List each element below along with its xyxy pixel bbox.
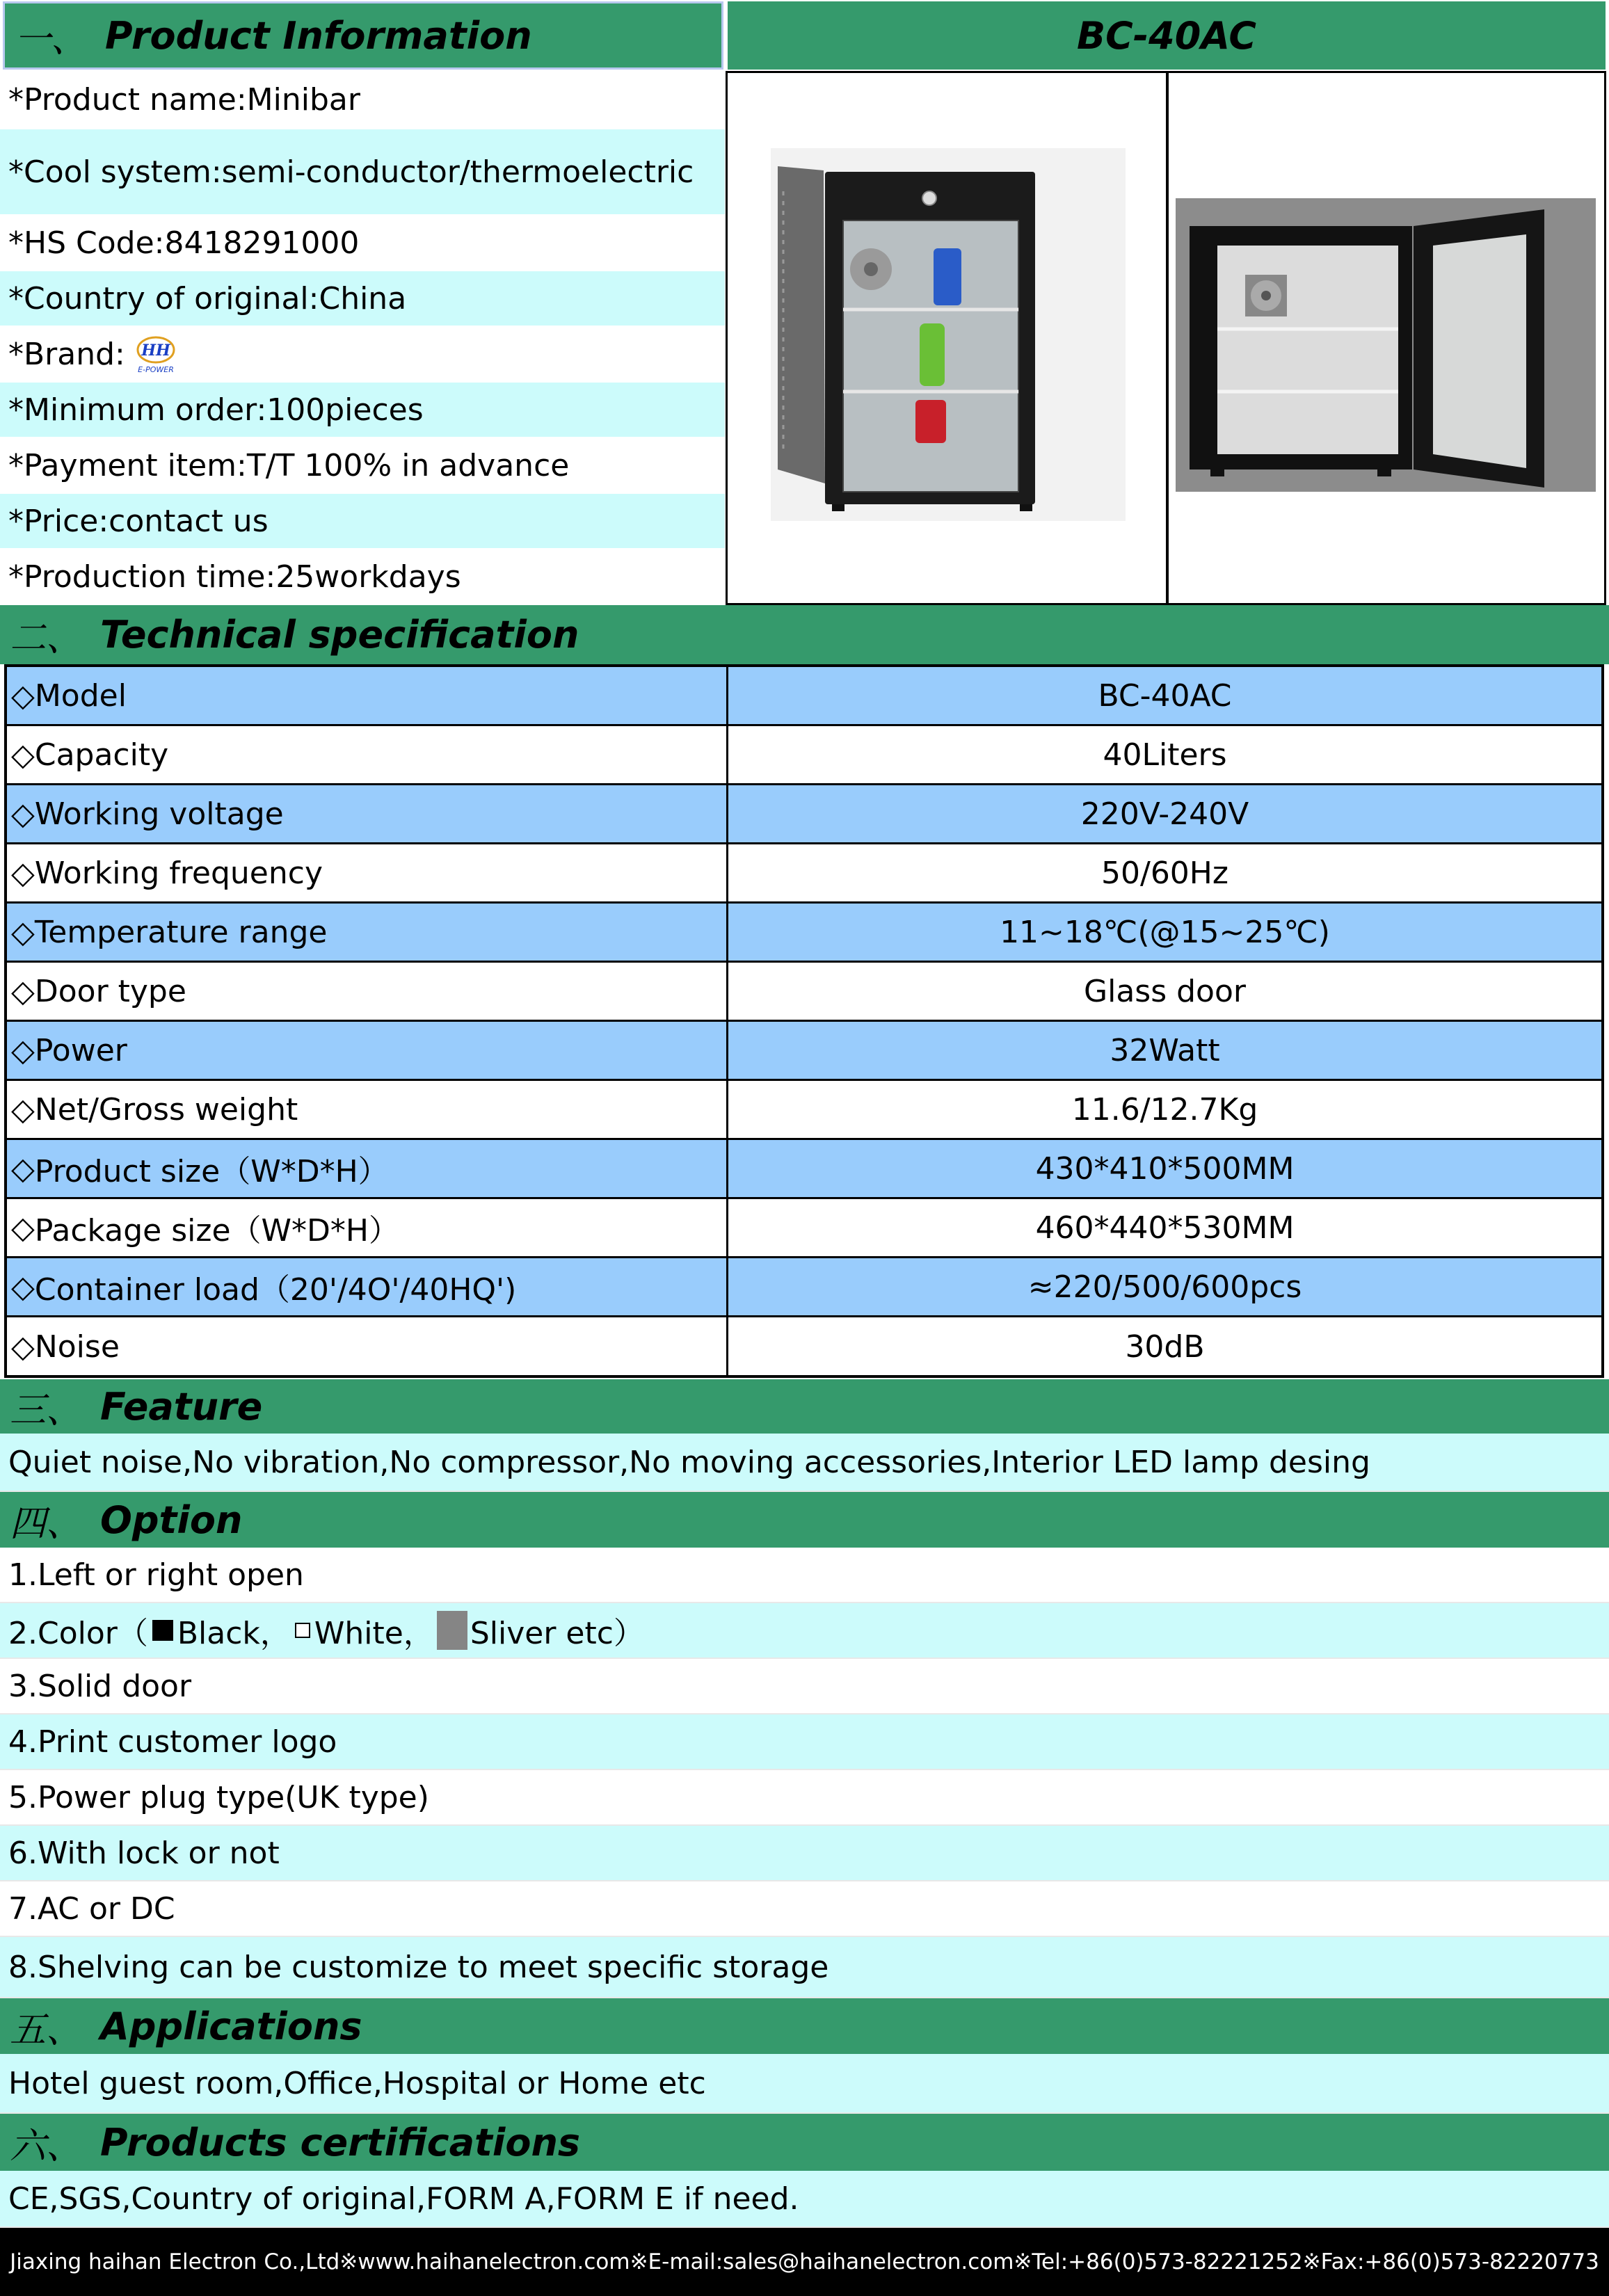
- section-number: 五、: [10, 2009, 83, 2051]
- section-header-certifications: [0, 2114, 1609, 2171]
- info-row-payment: *Payment item:T/T 100% in advance: [0, 438, 725, 494]
- info-row-hs-code: *HS Code:8418291000: [0, 216, 725, 271]
- spec-value: 430*410*500MM: [1035, 1150, 1295, 1187]
- section-title: Feature: [100, 1384, 263, 1429]
- spec-value: 40Liters: [1103, 737, 1227, 773]
- info-row-price: *Price:contact us: [0, 494, 725, 549]
- spec-label: Temperature range: [34, 914, 328, 950]
- info-row-product-name: *Product name:Minibar: [0, 71, 725, 129]
- spec-table: [4, 664, 1604, 1378]
- brand-logo: [132, 333, 188, 375]
- info-row-min-order: *Minimum order:100pieces: [0, 383, 725, 438]
- spec-row: ◇ Net/Gross weight 11.6/12.7Kg: [7, 1081, 1601, 1140]
- info-row-cool-system: *Cool system:semi-conductor/thermoelectric: [0, 129, 725, 216]
- option-item: 4.Print customer logo: [0, 1715, 1609, 1770]
- info-row-production-time: *Production time:25workdays: [0, 549, 725, 605]
- product-photo-closed: [726, 71, 1168, 605]
- section-title: Products certifications: [100, 2120, 581, 2165]
- option-item: 6.With lock or not: [0, 1826, 1609, 1881]
- spec-value: 11~18℃(@15~25℃): [1000, 914, 1330, 950]
- section-header-applications: [0, 1998, 1609, 2054]
- spec-row: ◇ Noise 30dB: [7, 1317, 1601, 1376]
- spec-row: ◇ Working voltage 220V-240V: [7, 785, 1601, 844]
- silver-swatch-icon: [437, 1611, 467, 1650]
- spec-label: Door type: [34, 973, 186, 1009]
- spec-value: BC-40AC: [1098, 677, 1232, 714]
- product-photo-open: [1167, 71, 1606, 605]
- spec-row: ◇ Power 32Watt: [7, 1022, 1601, 1081]
- section-number: 二、: [10, 618, 83, 659]
- spec-label: Product size（W*D*H）: [34, 1154, 389, 1189]
- svg-text:E-POWER: E-POWER: [138, 365, 174, 374]
- spec-label: Noise: [34, 1329, 120, 1365]
- footer-contact: Jiaxing haihan Electron Co.,Ltd※www.haihanelectron.com※E-mail:sales@haihanelectron.com※Tel:+86(0)573-82221252※Fax:+86(0)573-82220773: [0, 2228, 1609, 2296]
- spec-value: 11.6/12.7Kg: [1071, 1091, 1258, 1127]
- black-swatch-icon: [152, 1620, 173, 1641]
- option-item: 5.Power plug type(UK type): [0, 1770, 1609, 1826]
- spec-row: ◇ Working frequency 50/60Hz: [7, 844, 1601, 904]
- spec-value: 50/60Hz: [1101, 855, 1228, 891]
- white-swatch-icon: [295, 1623, 310, 1638]
- section-number: 四、: [10, 1502, 83, 1545]
- section-number: 六、: [10, 2125, 83, 2167]
- section-header-feature: [0, 1379, 1609, 1434]
- section-title: Option: [100, 1498, 243, 1542]
- section-title: Technical specification: [100, 613, 579, 657]
- info-row-brand: *Brand: HH E-POWER: [0, 327, 725, 383]
- option-item: 1.Left or right open: [0, 1548, 1609, 1603]
- spec-label: Power: [34, 1032, 127, 1068]
- model-header: [728, 1, 1606, 70]
- option-item: 8.Shelving can be customize to meet specific storage: [0, 1937, 1609, 1998]
- section-header-technical-spec: [0, 605, 1609, 664]
- section-title: Product Information: [105, 13, 532, 58]
- spec-value: Glass door: [1084, 973, 1246, 1009]
- spec-row: ◇ Door type Glass door: [7, 963, 1601, 1022]
- spec-value: 30dB: [1125, 1329, 1205, 1365]
- section-header-option: [0, 1492, 1609, 1548]
- info-row-country: *Country of original:China: [0, 271, 725, 327]
- spec-label: Capacity: [34, 737, 169, 773]
- spec-row: ◇ Temperature range 11~18℃(@15~25℃): [7, 904, 1601, 963]
- svg-text:HH: HH: [141, 342, 170, 360]
- applications-text: Hotel guest room,Office,Hospital or Home etc: [0, 2054, 1609, 2114]
- section-number: 三、: [10, 1389, 83, 1431]
- feature-text: Quiet noise,No vibration,No compressor,No moving accessories,Interior LED lamp desing: [0, 1434, 1609, 1492]
- option-item: 7.AC or DC: [0, 1881, 1609, 1937]
- spec-value: 460*440*530MM: [1035, 1210, 1295, 1246]
- spec-label: Model: [34, 677, 127, 714]
- spec-value: 220V-240V: [1080, 796, 1249, 832]
- spec-label: Working voltage: [34, 796, 284, 832]
- spec-row: ◇ Model BC-40AC: [7, 667, 1601, 726]
- option-item-color: 2.Color（ Black， White， Sliver etc）: [0, 1603, 1609, 1659]
- spec-label: Working frequency: [34, 855, 323, 891]
- spec-row: ◇ Package size（W*D*H） 460*440*530MM: [7, 1199, 1601, 1258]
- spec-label: Package size（W*D*H）: [34, 1213, 399, 1249]
- spec-value: ≈220/500/600pcs: [1027, 1269, 1302, 1305]
- spec-row: ◇ Capacity 40Liters: [7, 726, 1601, 785]
- section-title: Applications: [100, 2004, 362, 2048]
- spec-label: Container load（20'/4O'/40HQ'): [34, 1272, 517, 1308]
- section-header-product-info: [3, 1, 723, 70]
- spec-label: Net/Gross weight: [34, 1091, 298, 1127]
- option-item: 3.Solid door: [0, 1659, 1609, 1715]
- model-title: BC-40AC: [1076, 13, 1257, 58]
- spec-row: ◇ Product size（W*D*H） 430*410*500MM: [7, 1140, 1601, 1199]
- spec-value: 32Watt: [1110, 1032, 1220, 1068]
- certifications-text: CE,SGS,Country of original,FORM A,FORM E if need.: [0, 2171, 1609, 2228]
- section-number: 一、: [15, 18, 88, 61]
- spec-row: ◇ Container load（20'/4O'/40HQ') ≈220/500/600pcs: [7, 1258, 1601, 1317]
